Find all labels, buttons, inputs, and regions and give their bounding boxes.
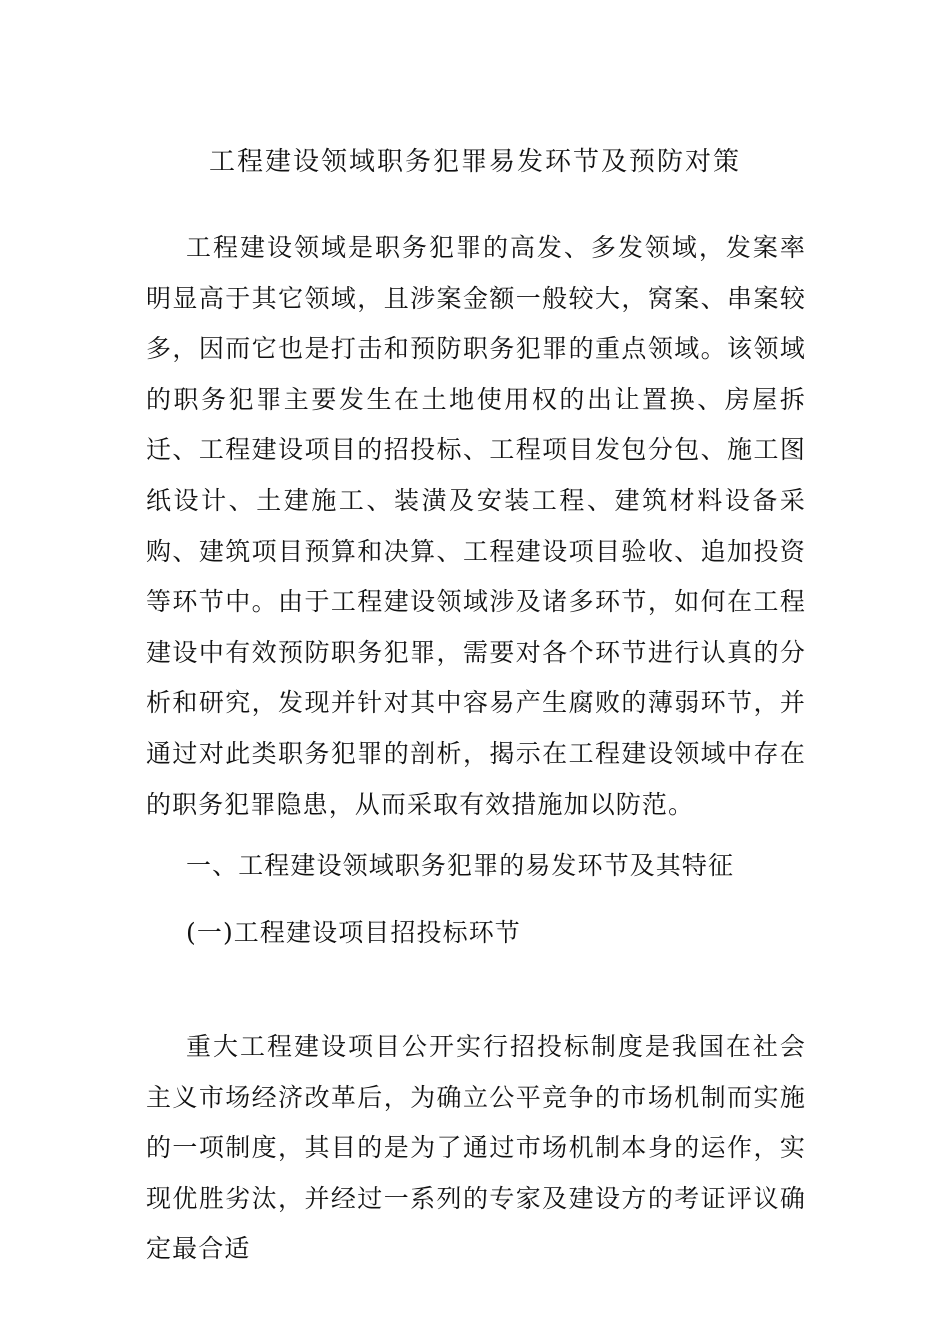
document-title: 工程建设领域职务犯罪易发环节及预防对策: [208, 147, 741, 177]
subsection-heading: (一)工程建设项目招投标环节: [186, 918, 521, 947]
subsection-paragraph: 重大工程建设项目公开实行招投标制度是我国在社会主义市场经济改革后，为确立公平竞争的市场机制而实施的一项制度，其目的是为了通过市场机制本身的运作，实现优胜劣汰，并经过一系列的专家及建设方的考证评议确定最合适: [146, 1032, 806, 1264]
section-heading: 一、工程建设领域职务犯罪的易发环节及其特征: [186, 851, 735, 880]
intro-paragraph: 工程建设领域是职务犯罪的高发、多发领域，发案率明显高于其它领域，且涉案金额一般较大，窝案、串案较多，因而它也是打击和预防职务犯罪的重点领域。该领域的职务犯罪主要发生在土地使用权的出让置换、房屋拆迁、工程建设项目的招投标、工程项目发包分包、施工图纸设计、土建施工、装潢及安装工程、建筑材料设备采购、建筑项目预算和决算、工程建设项目验收、追加投资等环节中。由于工程建设领域涉及诸多环节，如何在工程建设中有效预防职务犯罪，需要对各个环节进行认真的分析和研究，发现并针对其中容易产生腐败的薄弱环节，并通过对此类职务犯罪的剖析，揭示在工程建设领域中存在的职务犯罪隐患，从而采取有效措施加以防范。: [146, 233, 806, 819]
